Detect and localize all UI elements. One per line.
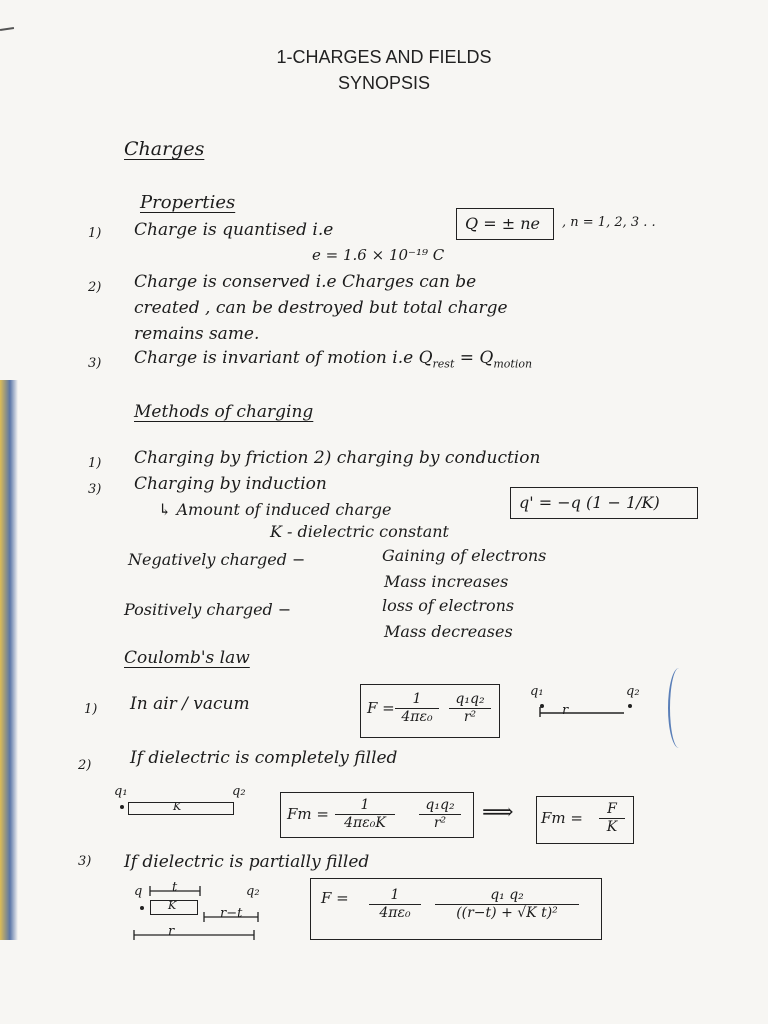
page-title: 1-CHARGES AND FIELDS bbox=[276, 47, 492, 67]
slab-k-label: K bbox=[168, 899, 177, 912]
heading-coulomb: Coulomb's law bbox=[124, 648, 250, 668]
denominator: r² bbox=[433, 815, 447, 831]
charge-q1-label: q₁ bbox=[530, 684, 544, 699]
denominator: K bbox=[606, 819, 618, 835]
item-number: 3) bbox=[88, 482, 102, 497]
distance-r-label: r bbox=[168, 924, 175, 939]
n-values: , n = 1, 2, 3 . . bbox=[562, 215, 656, 230]
item-number: 1) bbox=[88, 456, 102, 471]
distance-line bbox=[536, 704, 632, 718]
completely-filled-label: If dielectric is completely filled bbox=[130, 748, 398, 768]
charge-q2-label: q₂ bbox=[232, 784, 246, 799]
methods-line-3: Charging by induction bbox=[134, 474, 327, 494]
denominator: 4πε₀ bbox=[379, 905, 411, 921]
induced-charge-formula: q' = −q (1 − 1/K) bbox=[519, 493, 660, 512]
item-number: 2) bbox=[88, 280, 102, 295]
property-2-line1: Charge is conserved i.e Charges can be bbox=[134, 272, 477, 292]
dielectric-constant-note: K - dielectric constant bbox=[270, 522, 449, 541]
numerator: q₁ q₂ bbox=[490, 887, 524, 903]
coulomb-air-box bbox=[360, 684, 500, 738]
numerator: q₁q₂ bbox=[449, 691, 491, 709]
air-vacuum-label: In air / vacum bbox=[130, 694, 250, 714]
distance-r-label: r bbox=[562, 703, 569, 718]
gap-label: r−t bbox=[220, 906, 243, 921]
charge-q-label: q bbox=[134, 884, 143, 899]
numerator: 1 bbox=[395, 691, 439, 709]
negatively-charged-2: Mass increases bbox=[384, 572, 509, 591]
margin-arc bbox=[668, 668, 690, 748]
item-number: 3) bbox=[78, 854, 92, 869]
numerator: F bbox=[599, 801, 625, 819]
positively-charged-1: loss of electrons bbox=[382, 596, 515, 615]
electron-charge: e = 1.6 × 10⁻¹⁹ C bbox=[312, 246, 445, 264]
heading-properties: Properties bbox=[140, 192, 236, 213]
page-edge-shadow bbox=[0, 380, 18, 940]
induced-charge-box bbox=[510, 487, 698, 519]
property-1-text: Charge is quantised i.e bbox=[134, 220, 334, 240]
denominator: 4πε₀K bbox=[344, 815, 386, 831]
rest-subscript: rest bbox=[432, 357, 455, 371]
charges-over-effective-distance bbox=[435, 887, 579, 922]
partial-dielectric-slab bbox=[150, 900, 198, 915]
positively-charged-label: Positively charged − bbox=[124, 600, 292, 619]
denominator: 4πε₀ bbox=[401, 709, 433, 725]
implies-arrow: ⟹ bbox=[482, 800, 514, 825]
numerator: q₁q₂ bbox=[419, 797, 461, 815]
equals: = Q bbox=[454, 348, 494, 368]
slab-k-label: K bbox=[173, 800, 182, 813]
charges-over-r2 bbox=[419, 797, 461, 832]
property-2-line3: remains same. bbox=[134, 324, 260, 344]
partial-coulomb-box bbox=[310, 878, 602, 940]
charge-q1-point bbox=[140, 906, 144, 910]
property-3-text bbox=[134, 348, 532, 370]
denominator: ((r−t) + √K t)² bbox=[435, 904, 579, 922]
coulomb-constant-fraction bbox=[369, 887, 421, 922]
edge-mark bbox=[0, 27, 14, 31]
coulomb-constant-fraction bbox=[335, 797, 395, 832]
heading-methods: Methods of charging bbox=[134, 402, 314, 422]
force-symbol: F = bbox=[321, 889, 349, 907]
force-symbol: F = bbox=[367, 699, 395, 717]
positively-charged-2: Mass decreases bbox=[384, 622, 513, 641]
charge-q2-label: q₂ bbox=[246, 884, 260, 899]
induced-charge-label: ↳ Amount of induced charge bbox=[158, 500, 392, 519]
heading-charges: Charges bbox=[124, 138, 205, 160]
charge-q1-label: q₁ bbox=[114, 784, 128, 799]
item-number: 1) bbox=[88, 226, 102, 241]
item-number: 1) bbox=[84, 702, 98, 717]
charges-over-r2 bbox=[449, 691, 491, 726]
force-medium-symbol: Fm = bbox=[541, 809, 583, 827]
distance-marker bbox=[130, 928, 260, 942]
quantisation-formula: Q = ± ne bbox=[465, 214, 540, 233]
coulomb-constant-fraction bbox=[395, 691, 439, 726]
force-ratio-box bbox=[536, 796, 634, 844]
property-3-label: Charge is invariant of motion i.e Q bbox=[134, 348, 433, 368]
partially-filled-label: If dielectric is partially filled bbox=[124, 852, 370, 872]
charge-q1-point bbox=[120, 805, 124, 809]
coulomb-dielectric-box bbox=[280, 792, 474, 838]
charge-q2-label: q₂ bbox=[626, 684, 640, 699]
motion-subscript: motion bbox=[493, 357, 533, 371]
item-number: 2) bbox=[78, 758, 92, 773]
negatively-charged-label: Negatively charged − bbox=[128, 550, 306, 569]
thickness-t-label: t bbox=[172, 880, 178, 895]
numerator: 1 bbox=[335, 797, 395, 815]
negatively-charged-1: Gaining of electrons bbox=[382, 546, 547, 565]
methods-line-1: Charging by friction 2) charging by conduction bbox=[134, 448, 541, 468]
numerator: 1 bbox=[369, 887, 421, 905]
denominator: r² bbox=[463, 709, 477, 725]
page-subtitle: SYNOPSIS bbox=[337, 73, 431, 93]
dielectric-slab bbox=[128, 802, 234, 815]
property-2-line2: created , can be destroyed but total charge bbox=[134, 298, 508, 318]
quantisation-formula-box bbox=[456, 208, 554, 240]
force-over-k bbox=[599, 801, 625, 836]
item-number: 3) bbox=[88, 356, 102, 371]
force-medium-symbol: Fm = bbox=[287, 805, 329, 823]
